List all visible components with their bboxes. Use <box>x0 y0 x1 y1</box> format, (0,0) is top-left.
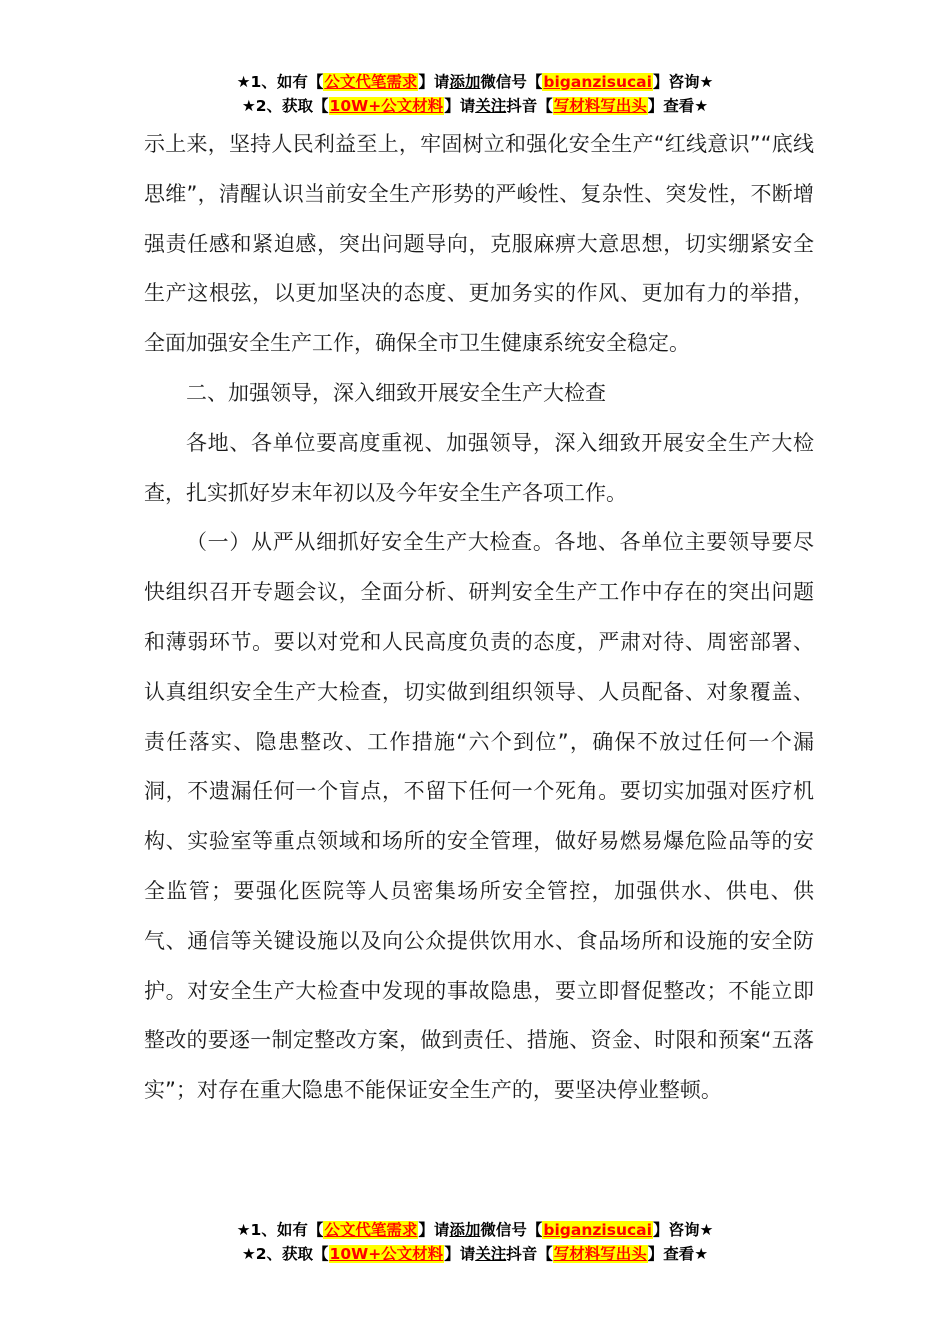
header-line-2 <box>0 94 950 118</box>
footer-line-2-text-2: 抖音【 <box>506 1245 553 1263</box>
footer-line-1-text-2: 微信号【 <box>480 1221 543 1239</box>
footer-banner <box>0 1218 950 1266</box>
header-line-1 <box>0 70 950 94</box>
header-line-1-text: 】请 <box>418 73 450 91</box>
header-line-1-highlight-wechat: biganzisucai <box>543 73 652 91</box>
footer-line-1 <box>0 1218 950 1242</box>
header-line-1-suffix: 】咨询★ <box>652 73 714 91</box>
header-line-2-highlight-douyin: 写材料写出头 <box>553 97 647 115</box>
document-body <box>144 120 814 1116</box>
header-line-1-underlined: 添加 <box>449 73 481 91</box>
paragraph-inspection: （一）从严从细抓好安全生产大检查。各地、各单位主要领导要尽快组织召开专题会议，全面分析、研判安全生产工作中存在的突出问题和薄弱环节。要以对党和人民高度负责的态度，严肃对待、周密部署、认真组织安全生产大检查，切实做到组织领导、人员配备、对象覆盖、责任落实、隐患整改、工作措施“六个到位”，确保不放过任何一个漏洞，不遗漏任何一个盲点，不留下任何一个死角。要切实加强对医疗机构、实验室等重点领域和场所的安全管理，做好易燃易爆危险品等的安全监管；要强化医院等人员密集场所安全管控，加强供水、供电、供气、通信等关键设施以及向公众提供饮用水、食品场所和设施的安全防护。对安全生产大检查中发现的事故隐患，要立即督促整改；不能立即整改的要逐一制定整改方案，做到责任、措施、资金、时限和预案“五落实”；对存在重大隐患不能保证安全生产的，要坚决停业整顿。 <box>144 530 814 1103</box>
paragraph-section-intro: 各地、各单位要高度重视、加强领导，深入细致开展安全生产大检查，扎实抓好岁末年初以及今年安全生产各项工作。 <box>144 430 814 505</box>
footer-line-2-text: 】请 <box>444 1245 476 1263</box>
header-line-2-text-2: 抖音【 <box>506 97 553 115</box>
paragraph-continuation: 示上来，坚持人民利益至上，牢固树立和强化安全生产“红线意识”“底线思维”，清醒认识当前安全生产形势的严峻性、复杂性、突发性，不断增强责任感和紧迫感，突出问题导向，克服麻痹大意思想，切实绷紧安全生产这根弦，以更加坚决的态度、更加务实的作风、更加有力的举措，全面加强安全生产工作，确保全市卫生健康系统安全稳定。 <box>144 132 814 356</box>
header-line-1-highlight-service: 公文代笔需求 <box>324 73 418 91</box>
header-line-2-text: 】请 <box>444 97 476 115</box>
footer-line-2-prefix: ★2、获取【 <box>241 1245 329 1263</box>
header-banner <box>0 70 950 118</box>
footer-line-1-prefix: ★1、如有【 <box>236 1221 324 1239</box>
footer-line-1-suffix: 】咨询★ <box>652 1221 714 1239</box>
header-line-1-prefix: ★1、如有【 <box>236 73 324 91</box>
section-heading-2: 二、加强领导，深入细致开展安全生产大检查 <box>186 380 606 405</box>
footer-line-2 <box>0 1242 950 1266</box>
footer-line-2-highlight-douyin: 写材料写出头 <box>553 1245 647 1263</box>
header-line-2-highlight-materials: 10W+公文材料 <box>329 97 444 115</box>
header-line-2-suffix: 】查看★ <box>647 97 709 115</box>
header-line-1-text-2: 微信号【 <box>480 73 543 91</box>
footer-line-1-highlight-wechat: biganzisucai <box>543 1221 652 1239</box>
footer-line-2-suffix: 】查看★ <box>647 1245 709 1263</box>
footer-line-1-text: 】请 <box>418 1221 450 1239</box>
header-line-2-prefix: ★2、获取【 <box>241 97 329 115</box>
footer-line-2-underlined: 关注 <box>475 1245 507 1263</box>
footer-line-2-highlight-materials: 10W+公文材料 <box>329 1245 444 1263</box>
header-line-2-underlined: 关注 <box>475 97 507 115</box>
footer-line-1-underlined: 添加 <box>449 1221 481 1239</box>
footer-line-1-highlight-service: 公文代笔需求 <box>324 1221 418 1239</box>
